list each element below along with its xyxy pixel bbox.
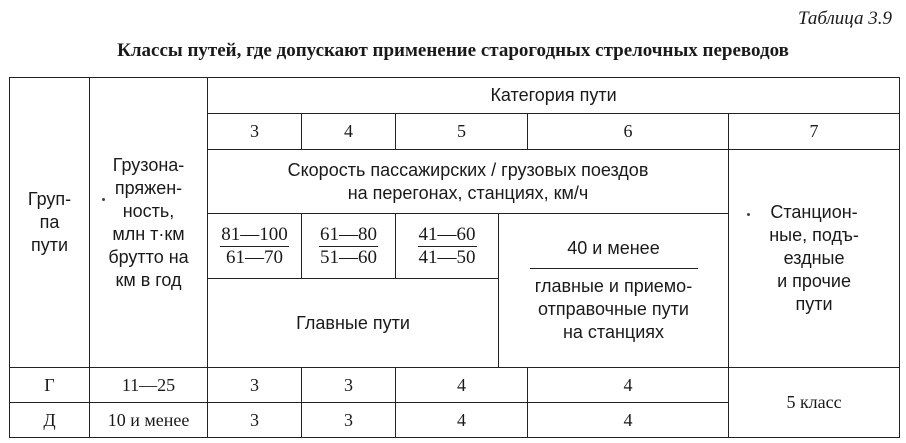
header-row-category (10, 78, 900, 114)
category-4: 4 (302, 113, 396, 149)
speed-cat5: $\frac{41—60}{41—50}$ (396, 214, 499, 279)
cat6-header (499, 214, 729, 368)
category-header: Категория пути (208, 78, 900, 114)
category-6: 6 (528, 113, 729, 149)
cat7-tracks-header: Станцион- ные, подъ- ездные и прочие пути (729, 149, 900, 367)
row-load: 11—25 (90, 368, 208, 403)
row-cat6: 4 (528, 368, 729, 403)
row-load: 10 и менее (90, 403, 208, 438)
table-title: Классы путей, где допускают применение старогодных стрелочных переводов (117, 40, 789, 61)
row-group: Г (10, 368, 90, 403)
cat6-speed: 40 и менее (567, 238, 660, 259)
row-cat3: 3 (208, 403, 302, 438)
cat6-tracks: главные и приемо- отправочные пути на станциях (534, 276, 693, 343)
row-group: Д (10, 403, 90, 438)
table-row (10, 368, 900, 403)
row-cat5: 4 (396, 368, 528, 403)
main-tracks-header: Главные пути (208, 279, 499, 368)
row-cat4: 3 (302, 403, 396, 438)
speed-cat4: $\frac{61—80}{51—60}$ (302, 214, 396, 279)
speed-cat3: $\frac{81—100}{61—70}$ (208, 214, 302, 279)
table-number: Таблица 3.9 (798, 8, 892, 29)
row-cat6: 4 (528, 403, 729, 438)
row-cat4: 3 (302, 368, 396, 403)
classes-table (9, 77, 900, 438)
category-5: 5 (396, 113, 528, 149)
load-header: Грузона- пряжен- ность, млн т·км брутто на км в год (90, 78, 208, 368)
group-header: Груп- па пути (10, 78, 90, 368)
row-cat5: 4 (396, 403, 528, 438)
row-cat7-class: 5 класс (729, 368, 900, 438)
category-7: 7 (729, 113, 900, 149)
speed-header: Скорость пассажирских / грузовых поездов на перегонах, станциях, км/ч (208, 149, 729, 214)
category-3: 3 (208, 113, 302, 149)
row-cat3: 3 (208, 368, 302, 403)
